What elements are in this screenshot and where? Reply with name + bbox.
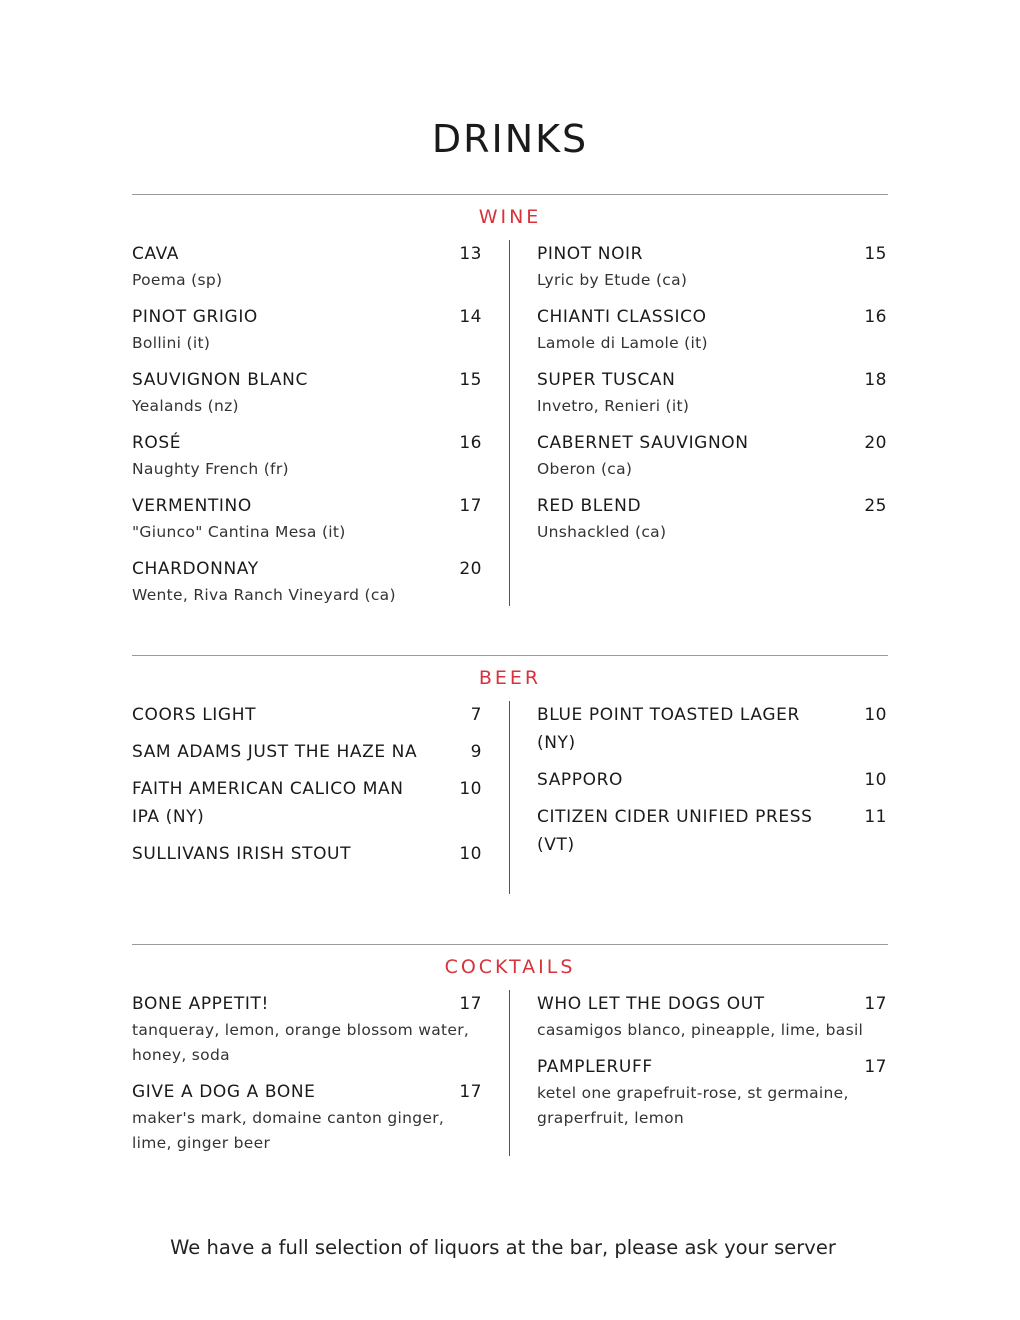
item-price: 16 <box>864 307 887 327</box>
item-name: FAITH AMERICAN CALICO MAN IPA (NY) <box>132 779 404 827</box>
section-heading: COCKTAILS <box>444 956 576 978</box>
item-name: GIVE A DOG A BONE <box>132 1082 316 1102</box>
menu-item <box>132 990 482 1068</box>
item-price: 20 <box>459 559 482 579</box>
item-price: 15 <box>864 244 887 264</box>
item-price: 25 <box>864 496 887 516</box>
item-price: 13 <box>459 244 482 264</box>
item-name: VERMENTINO <box>132 496 252 516</box>
cocktails-right-column <box>537 990 887 1131</box>
section-divider <box>132 944 888 945</box>
item-name: PINOT GRIGIO <box>132 307 258 327</box>
item-price: 10 <box>459 779 482 799</box>
menu-item <box>537 1053 887 1131</box>
beer-left-column <box>132 701 482 868</box>
item-name: RED BLEND <box>537 496 642 516</box>
item-name: BONE APPETIT! <box>132 994 269 1014</box>
item-price: 15 <box>459 370 482 390</box>
item-name: SAM ADAMS JUST THE HAZE NA <box>132 742 418 762</box>
item-description: maker's mark, domaine canton ginger, lime, ginger beer <box>132 1109 445 1152</box>
item-description: Naughty French (fr) <box>132 460 289 478</box>
menu-item <box>537 803 887 859</box>
item-name: SAPPORO <box>537 770 624 790</box>
item-price: 17 <box>459 1082 482 1102</box>
item-description: ketel one grapefruit-rose, st germaine, graperfruit, lemon <box>537 1084 849 1127</box>
menu-item <box>132 303 482 356</box>
menu-item <box>132 738 482 766</box>
item-price: 17 <box>864 994 887 1014</box>
menu-item <box>537 303 887 356</box>
item-price: 9 <box>470 742 482 762</box>
item-description: Lyric by Etude (ca) <box>537 271 688 289</box>
item-price: 14 <box>459 307 482 327</box>
item-name: PINOT NOIR <box>537 244 644 264</box>
menu-item <box>537 429 887 482</box>
menu-item <box>537 366 887 419</box>
item-name: PAMPLERUFF <box>537 1057 653 1077</box>
column-divider <box>509 240 510 606</box>
menu-item <box>132 240 482 293</box>
item-price: 10 <box>864 770 887 790</box>
item-description: "Giunco" Cantina Mesa (it) <box>132 523 346 541</box>
wine-section <box>132 194 888 610</box>
item-price: 7 <box>470 705 482 725</box>
item-name: SAUVIGNON BLANC <box>132 370 308 390</box>
item-description: casamigos blanco, pineapple, lime, basil <box>537 1021 864 1039</box>
wine-left-column <box>132 240 482 608</box>
item-name: SULLIVANS IRISH STOUT <box>132 844 352 864</box>
menu-item <box>537 492 887 545</box>
item-price: 18 <box>864 370 887 390</box>
item-name: CABERNET SAUVIGNON <box>537 433 749 453</box>
section-heading: WINE <box>478 206 542 228</box>
menu-item <box>132 366 482 419</box>
beer-section <box>132 655 888 897</box>
column-divider <box>509 990 510 1156</box>
item-name: COORS LIGHT <box>132 705 257 725</box>
item-price: 16 <box>459 433 482 453</box>
menu-item <box>537 701 887 757</box>
item-name: WHO LET THE DOGS OUT <box>537 994 765 1014</box>
item-name: BLUE POINT TOASTED LAGER (NY) <box>537 705 800 753</box>
footer-note: We have a full selection of liquors at the bar, please ask your server <box>170 1236 836 1259</box>
item-name: ROSÉ <box>132 433 182 453</box>
item-description: tanqueray, lemon, orange blossom water, honey, soda <box>132 1021 470 1064</box>
item-price: 10 <box>459 844 482 864</box>
menu-item <box>132 492 482 545</box>
item-description: Yealands (nz) <box>132 397 239 415</box>
item-name: CHIANTI CLASSICO <box>537 307 707 327</box>
item-description: Lamole di Lamole (it) <box>537 334 708 352</box>
menu-item <box>537 766 887 794</box>
section-divider <box>132 194 888 195</box>
item-name: CITIZEN CIDER UNIFIED PRESS (VT) <box>537 807 813 855</box>
item-price: 10 <box>864 705 887 725</box>
section-heading: BEER <box>478 667 542 689</box>
cocktails-section <box>132 944 888 1160</box>
item-price: 11 <box>864 807 887 827</box>
menu-item <box>537 990 887 1043</box>
cocktails-left-column <box>132 990 482 1156</box>
menu-item <box>132 429 482 482</box>
item-price: 20 <box>864 433 887 453</box>
section-divider <box>132 655 888 656</box>
menu-item <box>132 775 482 831</box>
beer-right-column <box>537 701 887 859</box>
page-title: DRINKS <box>431 117 589 162</box>
item-description: Unshackled (ca) <box>537 523 667 541</box>
column-divider <box>509 701 510 894</box>
menu-item <box>132 555 482 608</box>
item-description: Invetro, Renieri (it) <box>537 397 690 415</box>
item-description: Bollini (it) <box>132 334 211 352</box>
item-price: 17 <box>864 1057 887 1077</box>
item-description: Oberon (ca) <box>537 460 633 478</box>
menu-item <box>537 240 887 293</box>
item-description: Wente, Riva Ranch Vineyard (ca) <box>132 586 396 604</box>
item-name: SUPER TUSCAN <box>537 370 676 390</box>
menu-item <box>132 1078 482 1156</box>
menu-item <box>132 701 482 729</box>
wine-right-column <box>537 240 887 545</box>
item-price: 17 <box>459 994 482 1014</box>
item-price: 17 <box>459 496 482 516</box>
item-name: CHARDONNAY <box>132 559 259 579</box>
item-description: Poema (sp) <box>132 271 223 289</box>
menu-item <box>132 840 482 868</box>
item-name: CAVA <box>132 244 179 264</box>
